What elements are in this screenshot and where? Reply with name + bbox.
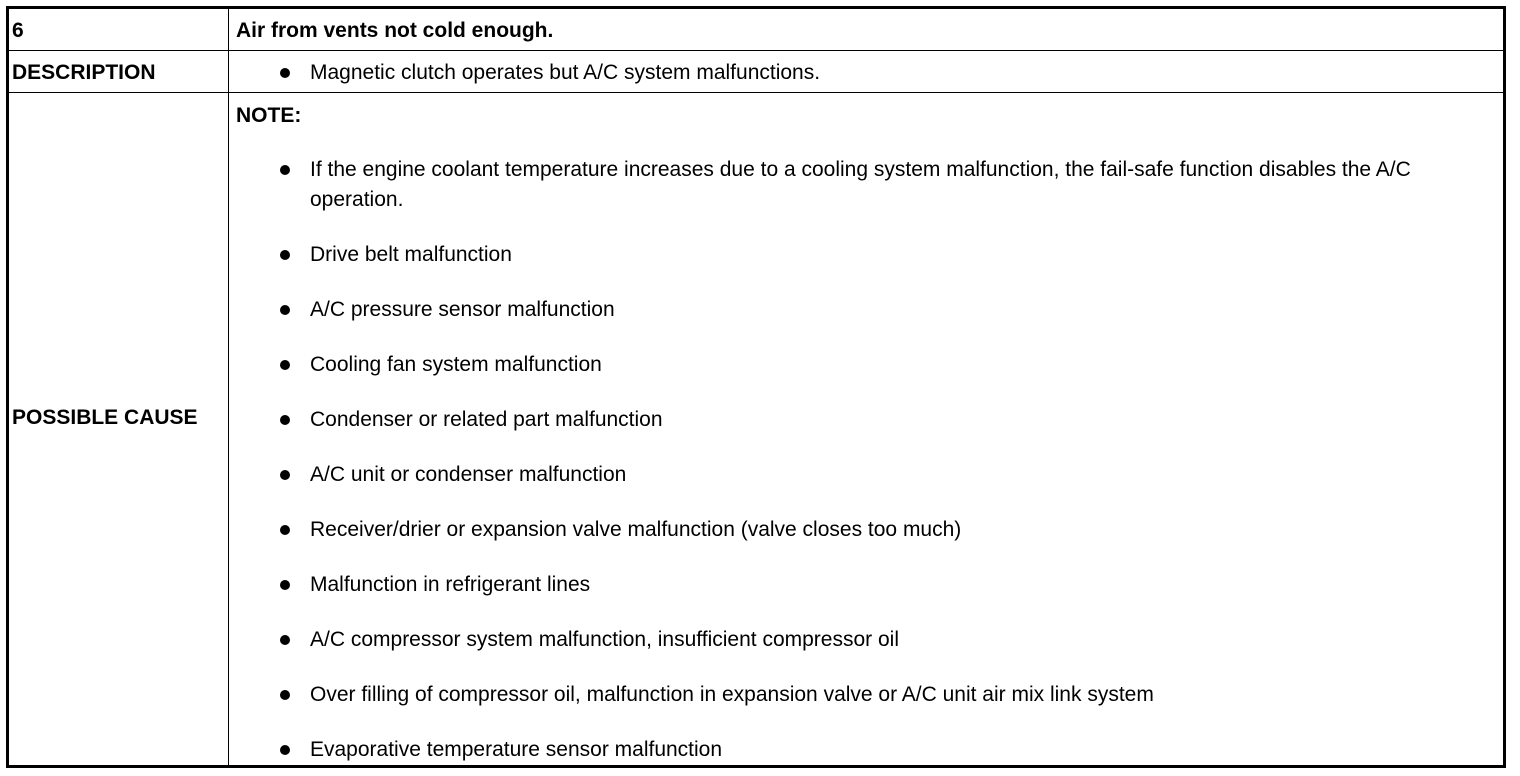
bullet-icon [280,690,290,700]
bullet-icon [280,745,290,755]
possible-cause-row [9,93,1503,765]
list-item [280,680,1463,710]
step-number: 6 [12,19,24,42]
note-label: NOTE: [236,104,302,127]
bullet-icon [280,415,290,425]
bullet-icon [280,470,290,480]
list-item [280,405,1463,435]
bullet-icon [280,305,290,315]
list-item [280,58,1463,87]
cause-item-text: Over filling of compressor oil, malfunction in expansion valve or A/C unit air mix link system [310,683,1154,706]
cause-item-text: A/C pressure sensor malfunction [310,298,615,321]
bullet-icon [280,525,290,535]
list-item [280,295,1463,325]
possible-cause-label: POSSIBLE CAUSE [12,406,198,429]
list-item [280,240,1463,270]
symptom-title: Air from vents not cold enough. [236,19,554,42]
bullet-icon [280,635,290,645]
bullet-icon [280,580,290,590]
cause-item-text: If the engine coolant temperature increases due to a cooling system malfunction, the fail-safe function disables the A/C operation. [310,158,1411,211]
bullet-icon [280,250,290,260]
list-item [280,460,1463,490]
description-item-text: Magnetic clutch operates but A/C system malfunctions. [310,61,821,84]
cause-item-text: A/C compressor system malfunction, insufficient compressor oil [310,628,899,651]
bullet-icon [280,165,290,175]
cause-item-text: Cooling fan system malfunction [310,353,602,376]
list-item [280,625,1463,655]
bullet-icon [280,68,290,78]
cause-item-text: Drive belt malfunction [310,243,512,266]
cause-item-text: Condenser or related part malfunction [310,408,663,431]
cause-item-text: Receiver/drier or expansion valve malfunction (valve closes too much) [310,518,962,541]
cause-item-text: A/C unit or condenser malfunction [310,463,627,486]
description-row [9,51,1503,93]
bullet-icon [280,360,290,370]
troubleshooting-table [6,6,1506,768]
list-item [280,350,1463,380]
list-item [280,570,1463,600]
cause-item-text: Evaporative temperature sensor malfunction [310,738,723,761]
description-label: DESCRIPTION [12,61,156,84]
header-row [9,9,1503,51]
list-item [280,515,1463,545]
list-item [280,155,1463,215]
list-item [280,735,1463,765]
cause-item-text: Malfunction in refrigerant lines [310,573,591,596]
